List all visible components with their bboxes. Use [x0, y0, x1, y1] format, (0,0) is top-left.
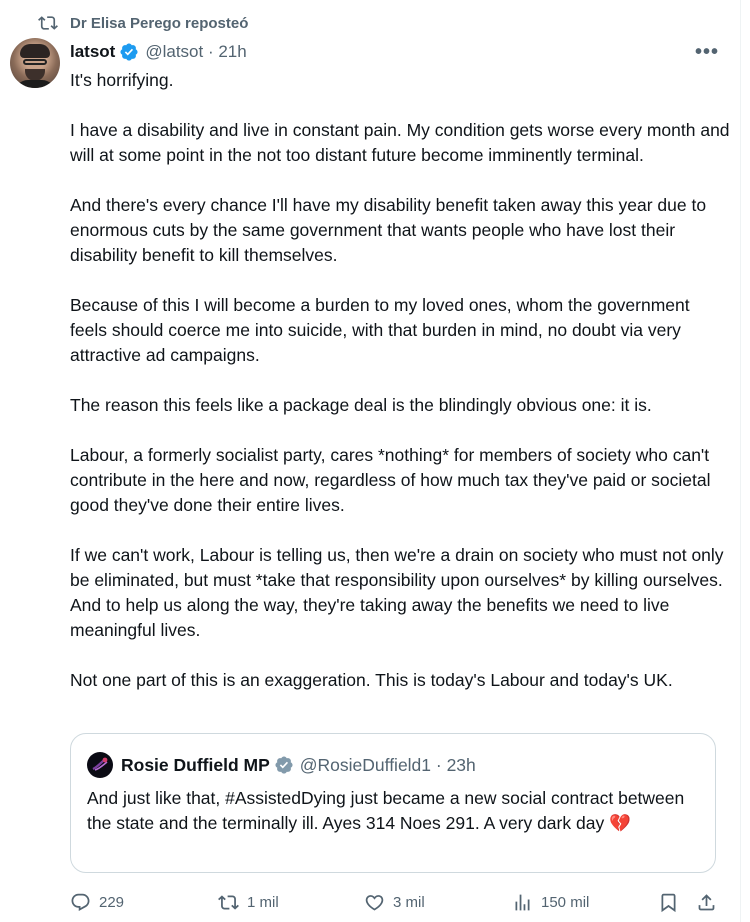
reply-button[interactable]: [70, 888, 124, 916]
avatar[interactable]: [10, 38, 60, 88]
like-icon: [364, 892, 385, 913]
post-paragraph: If we can't work, Labour is telling us, then we're a drain on society who must not only be eliminated, but must *take that responsibility upon ourselves* by killing ourselves. And to help us along the way, they're taking away the benefits we need to live meaningful lives.: [70, 545, 729, 640]
verified-badge-icon: [274, 755, 294, 775]
author-name[interactable]: latsot: [70, 42, 116, 61]
post-paragraph: Because of this I will become a burden to my loved ones, whom the government feels should coerce me into suicide, with that burden in mind, no doubt via very attractive ad campaigns.: [70, 295, 695, 365]
quoted-post-text: And just like that, #AssistedDying just became a new social contract between the state and the terminally ill. Ayes 314 Noes 291. A very dark day 💔: [87, 788, 685, 833]
share-icon: [696, 892, 717, 913]
post-paragraph: The reason this feels like a package deal is the blindingly obvious one: it is.: [70, 395, 652, 415]
post-text: [70, 68, 735, 693]
post-paragraph: I have a disability and live in constant pain. My condition gets worse every month and will at some point in the not too distant future become imminently terminal.: [70, 120, 735, 165]
quoted-author-name: Rosie Duffield MP: [121, 754, 270, 775]
action-bar: [70, 888, 720, 916]
author-handle-time[interactable]: @latsot · 21h: [145, 42, 247, 61]
views-count: 150 mil: [541, 893, 590, 911]
post-paragraph: Labour, a formerly socialist party, cares *nothing* for members of society who can't contribute in the here and now, regardless of how much tax they've paid or societal good they've done their entire lives.: [70, 445, 716, 515]
rose-logo-icon: [90, 755, 110, 775]
repost-button[interactable]: [218, 888, 279, 916]
reply-icon: [70, 892, 91, 913]
repost-indicator[interactable]: [38, 12, 248, 34]
repost-count: 1 mil: [247, 893, 279, 911]
like-count: 3 mil: [393, 893, 425, 911]
share-button[interactable]: [696, 888, 717, 916]
reply-count: 229: [99, 893, 125, 911]
views-icon: [512, 892, 533, 913]
quoted-post[interactable]: [70, 733, 716, 873]
more-icon[interactable]: •••: [694, 40, 719, 63]
post-paragraph: Not one part of this is an exaggeration. This is today's Labour and today's UK.: [70, 670, 673, 690]
broken-heart-icon: 💔: [609, 813, 631, 833]
post-paragraph: And there's every chance I'll have my disability benefit taken away this year due to enormous cuts by the same government that wants people who have lost their disability benefit to kill themselves.: [70, 195, 711, 265]
post-paragraph: It's horrifying.: [70, 70, 174, 90]
verified-badge-icon[interactable]: [119, 42, 139, 62]
bookmark-button[interactable]: [658, 888, 679, 916]
like-button[interactable]: [364, 888, 425, 916]
views-button[interactable]: [512, 888, 589, 916]
repost-icon: [218, 892, 239, 913]
quoted-post-header: [87, 752, 476, 778]
repost-icon: [38, 13, 58, 33]
quoted-author-handle-time: @RosieDuffield1 · 23h: [299, 754, 476, 775]
bookmark-icon: [658, 892, 679, 913]
repost-label: Dr Elisa Perego reposteó: [70, 14, 249, 32]
quoted-avatar: [87, 752, 113, 778]
post-header: [70, 40, 247, 64]
